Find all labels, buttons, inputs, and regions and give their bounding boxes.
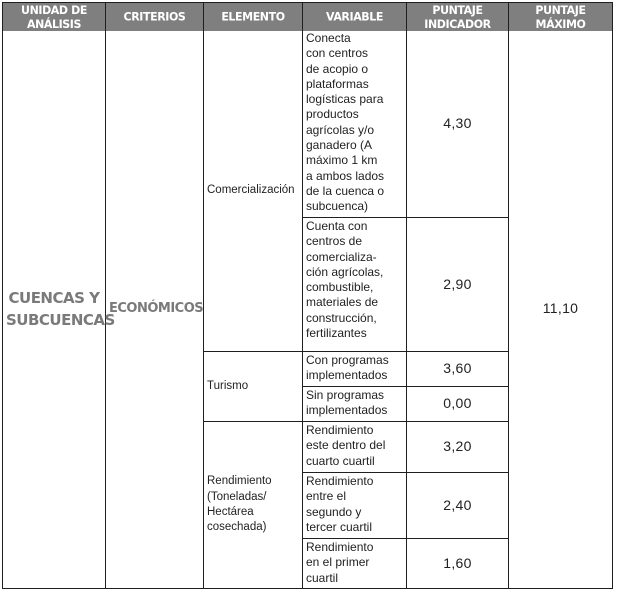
unidad-line-1: CUENCAS Y	[8, 289, 100, 307]
variable-cell-2: Con programas implementados	[303, 352, 407, 387]
puntaje-cell-2: 3,60	[407, 352, 509, 387]
header-puntaje-indicador: PUNTAJE INDICADOR	[407, 1, 509, 30]
variable-cell-6: Rendimiento en el primer cuartil	[303, 539, 407, 589]
header-criterios: CRITERIOS	[106, 1, 204, 30]
elemento-turismo: Turismo	[204, 352, 303, 422]
header-puntaje-maximo: PUNTAJE MÁXIMO	[509, 1, 613, 30]
elemento-rendimiento: Rendimiento (Toneladas/ Hectárea cosechada)	[204, 422, 303, 589]
header-unidad: UNIDAD DE ANÁLISIS	[3, 1, 106, 30]
criterio-cell: ECONÓMICOS	[106, 30, 204, 589]
variable-cell-5: Rendimiento entre el segundo y tercer cuartil	[303, 473, 407, 539]
puntaje-cell-1: 2,90	[407, 218, 509, 352]
puntaje-cell-3: 0,00	[407, 387, 509, 422]
puntaje-cell-4: 3,20	[407, 422, 509, 473]
unidad-cell	[3, 30, 115, 589]
puntaje-cell-5: 2,40	[407, 473, 509, 539]
variable-cell-4: Rendimiento este dentro del cuarto cuartil	[303, 422, 407, 473]
puntaje-maximo-cell: 11,10	[509, 30, 613, 589]
header-row	[3, 3, 613, 30]
unidad-line-2: SUBCUENCAS	[6, 311, 115, 329]
variable-cell-0: Conecta con centros de acopio o plataformas logísticas para productos agrícolas y/o ganadero (A máximo 1 km a ambos lados de la cuenca o subcuenca)	[303, 30, 407, 218]
puntaje-cell-0: 4,30	[407, 30, 509, 218]
table-row	[3, 30, 613, 218]
header-elemento: ELEMENTO	[204, 1, 303, 30]
elemento-comercializacion: Comercialización	[204, 30, 303, 352]
evaluation-table	[2, 2, 613, 589]
header-variable: VARIABLE	[303, 1, 407, 30]
puntaje-cell-6: 1,60	[407, 539, 509, 589]
variable-cell-3: Sin programas implementados	[303, 387, 407, 422]
variable-cell-1: Cuenta con centros de comercializa- ción agrícolas, combustible, materiales de construcción, fertilizantes	[303, 218, 407, 352]
